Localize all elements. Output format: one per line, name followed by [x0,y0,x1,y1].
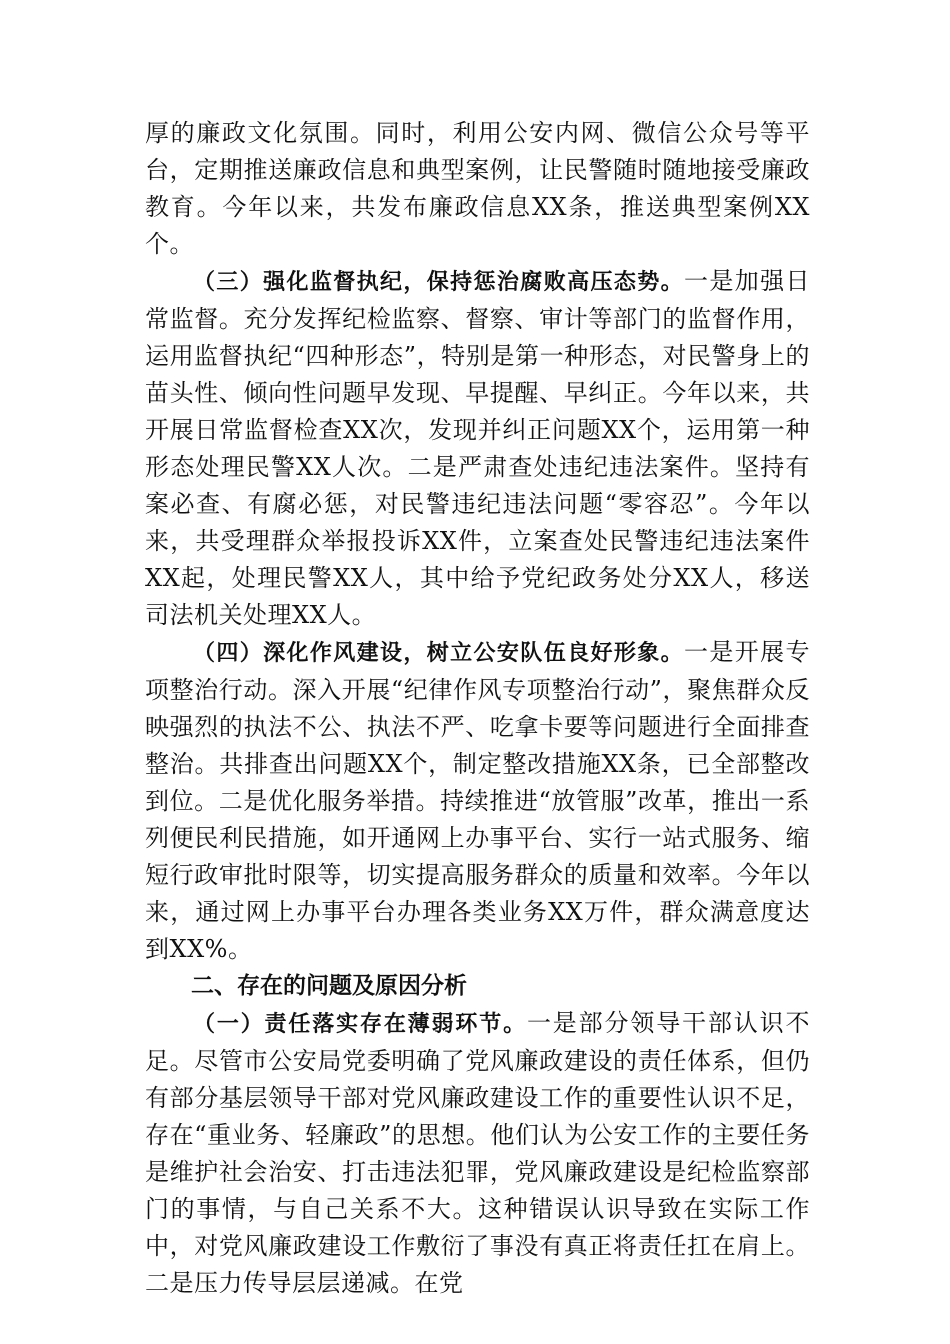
paragraph-section-one [145,1005,810,1302]
heading-text: 二、存在的问题及原因分析 [191,973,467,999]
chapter-heading [145,968,810,1005]
document-body [145,115,810,1302]
section-lead: （三）强化监督执纪，保持惩治腐败高压态势。 [193,270,684,295]
section-lead: （一）责任落实存在薄弱环节。 [193,1012,527,1037]
paragraph-text: 一是开展专项整治行动。深入开展“纪律作风专项整治行动”，聚焦群众反映强烈的执法不公、执法不严、吃拿卡要等问题进行全面排查整治。共排查出问题XX个，制定整改措施XX条，已全部整改到位。二是优化服务举措。持续推进“放管服”改革，推出一系列便民利民措施，如开通网上办事平台、实行一站式服务、缩短行政审批时限等，切实提高服务群众的质量和效率。今年以来，通过网上办事平台办理各类业务XX万件，群众满意度达到XX%。 [145,638,810,963]
paragraph-section-three [145,263,810,634]
paragraph-text: 一是加强日常监督。充分发挥纪检监察、督察、审计等部门的监督作用，运用监督执纪“四种形态”，特别是第一种形态，对民警身上的苗头性、倾向性问题早发现、早提醒、早纠正。今年以来，共开展日常监督检查XX次，发现并纠正问题XX个，运用第一种形态处理民警XX人次。二是严肃查处违纪违法案件。坚持有案必查、有腐必惩，对民警违纪违法问题“零容忍”。今年以来，共受理群众举报投诉XX件，立案查处民警违纪违法案件XX起，处理民警XX人，其中给予党纪政务处分XX人，移送司法机关处理XX人。 [145,267,810,629]
paragraph-text: 一是部分领导干部认识不足。尽管市公安局党委明确了党风廉政建设的责任体系，但仍有部分基层领导干部对党风廉政建设工作的重要性认识不足，存在“重业务、轻廉政”的思想。他们认为公安工作的主要任务是维护社会治安、打击违法犯罪，党风廉政建设是纪检监察部门的事情，与自己关系不大。这种错误认识导致在实际工作中，对党风廉政建设工作敷衍了事没有真正将责任扛在肩上。二是压力传导层层递减。在党 [145,1009,810,1297]
paragraph-text: 厚的廉政文化氛围。同时，利用公安内网、微信公众号等平台，定期推送廉政信息和典型案例，让民警随时随地接受廉政教育。今年以来，共发布廉政信息XX条，推送典型案例XX个。 [145,119,810,258]
paragraph-section-four [145,634,810,968]
paragraph-continuation [145,115,810,263]
section-lead: （四）深化作风建设，树立公安队伍良好形象。 [193,641,684,666]
